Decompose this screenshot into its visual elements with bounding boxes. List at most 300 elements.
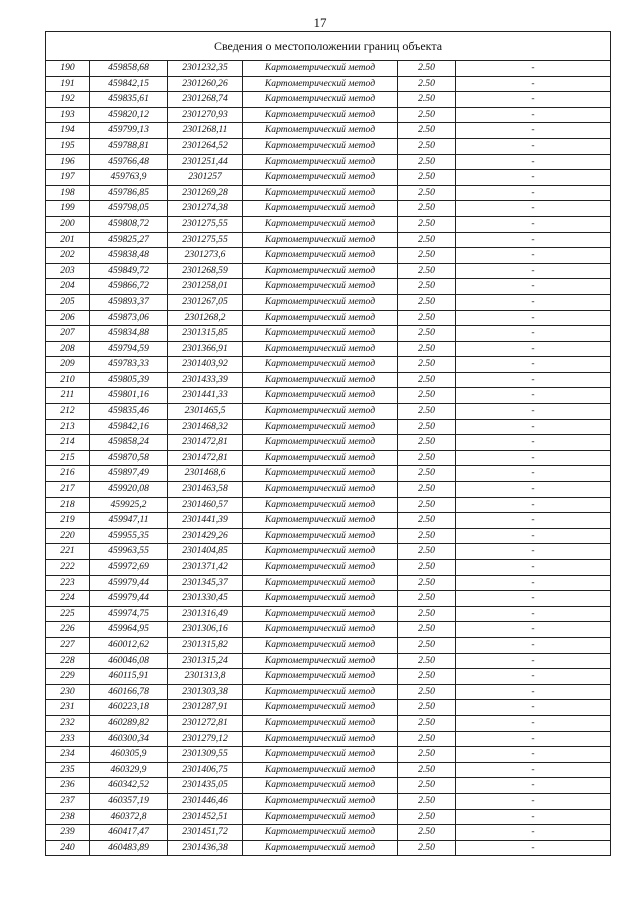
accuracy-cell: 2.50 [398,778,456,794]
point-number-cell: 228 [46,653,90,669]
accuracy-cell: 2.50 [398,622,456,638]
y-coordinate-cell: 2301257 [168,170,243,186]
accuracy-cell: 2.50 [398,435,456,451]
description-cell: - [456,201,611,217]
description-cell: - [456,216,611,232]
description-cell: - [456,513,611,529]
point-number-cell: 226 [46,622,90,638]
x-coordinate-cell: 459858,24 [90,435,168,451]
method-cell: Картометрический метод [243,528,398,544]
point-number-cell: 235 [46,762,90,778]
y-coordinate-cell: 2301452,51 [168,809,243,825]
y-coordinate-cell: 2301468,32 [168,419,243,435]
table-title: Сведения о местоположении границ объекта [46,32,611,61]
method-cell: Картометрический метод [243,435,398,451]
y-coordinate-cell: 2301345,37 [168,575,243,591]
method-cell: Картометрический метод [243,263,398,279]
x-coordinate-cell: 460417,47 [90,825,168,841]
y-coordinate-cell: 2301404,85 [168,544,243,560]
accuracy-cell: 2.50 [398,560,456,576]
description-cell: - [456,232,611,248]
y-coordinate-cell: 2301275,55 [168,232,243,248]
x-coordinate-cell: 459866,72 [90,279,168,295]
method-cell: Картометрический метод [243,466,398,482]
y-coordinate-cell: 2301306,16 [168,622,243,638]
accuracy-cell: 2.50 [398,840,456,856]
table-row [46,622,611,638]
description-cell: - [456,138,611,154]
x-coordinate-cell: 460342,52 [90,778,168,794]
point-number-cell: 217 [46,482,90,498]
description-cell: - [456,747,611,763]
accuracy-cell: 2.50 [398,528,456,544]
point-number-cell: 223 [46,575,90,591]
method-cell: Картометрический метод [243,248,398,264]
method-cell: Картометрический метод [243,606,398,622]
y-coordinate-cell: 2301315,24 [168,653,243,669]
accuracy-cell: 2.50 [398,232,456,248]
y-coordinate-cell: 2301313,8 [168,669,243,685]
table-row [46,248,611,264]
accuracy-cell: 2.50 [398,279,456,295]
x-coordinate-cell: 459858,68 [90,61,168,77]
description-cell: - [456,560,611,576]
y-coordinate-cell: 2301287,91 [168,700,243,716]
y-coordinate-cell: 2301429,26 [168,528,243,544]
point-number-cell: 204 [46,279,90,295]
table-row [46,528,611,544]
y-coordinate-cell: 2301315,85 [168,326,243,342]
y-coordinate-cell: 2301366,91 [168,341,243,357]
description-cell: - [456,840,611,856]
method-cell: Картометрический метод [243,700,398,716]
x-coordinate-cell: 459964,95 [90,622,168,638]
y-coordinate-cell: 2301472,81 [168,435,243,451]
accuracy-cell: 2.50 [398,170,456,186]
accuracy-cell: 2.50 [398,731,456,747]
point-number-cell: 213 [46,419,90,435]
point-number-cell: 197 [46,170,90,186]
table-row [46,560,611,576]
description-cell: - [456,263,611,279]
x-coordinate-cell: 460115,91 [90,669,168,685]
x-coordinate-cell: 459870,58 [90,450,168,466]
description-cell: - [456,825,611,841]
table-row [46,76,611,92]
x-coordinate-cell: 459842,16 [90,419,168,435]
method-cell: Картометрический метод [243,294,398,310]
method-cell: Картометрический метод [243,372,398,388]
table-row [46,123,611,139]
x-coordinate-cell: 459763,9 [90,170,168,186]
accuracy-cell: 2.50 [398,388,456,404]
method-cell: Картометрический метод [243,388,398,404]
accuracy-cell: 2.50 [398,669,456,685]
table-row [46,388,611,404]
accuracy-cell: 2.50 [398,482,456,498]
description-cell: - [456,185,611,201]
y-coordinate-cell: 2301446,46 [168,793,243,809]
accuracy-cell: 2.50 [398,404,456,420]
table-row [46,762,611,778]
table-row [46,201,611,217]
table-row [46,731,611,747]
description-cell: - [456,684,611,700]
method-cell: Картометрический метод [243,560,398,576]
point-number-cell: 240 [46,840,90,856]
x-coordinate-cell: 459979,44 [90,591,168,607]
description-cell: - [456,497,611,513]
method-cell: Картометрический метод [243,357,398,373]
accuracy-cell: 2.50 [398,747,456,763]
y-coordinate-cell: 2301330,45 [168,591,243,607]
table-row [46,419,611,435]
method-cell: Картометрический метод [243,123,398,139]
x-coordinate-cell: 460046,08 [90,653,168,669]
method-cell: Картометрический метод [243,622,398,638]
description-cell: - [456,606,611,622]
method-cell: Картометрический метод [243,341,398,357]
method-cell: Картометрический метод [243,684,398,700]
y-coordinate-cell: 2301275,55 [168,216,243,232]
accuracy-cell: 2.50 [398,372,456,388]
y-coordinate-cell: 2301441,39 [168,513,243,529]
table-row [46,747,611,763]
point-number-cell: 194 [46,123,90,139]
y-coordinate-cell: 2301269,28 [168,185,243,201]
y-coordinate-cell: 2301465,5 [168,404,243,420]
point-number-cell: 216 [46,466,90,482]
description-cell: - [456,326,611,342]
boundary-coordinates-table [45,31,611,856]
point-number-cell: 209 [46,357,90,373]
x-coordinate-cell: 459893,37 [90,294,168,310]
point-number-cell: 198 [46,185,90,201]
accuracy-cell: 2.50 [398,107,456,123]
accuracy-cell: 2.50 [398,76,456,92]
table-row [46,482,611,498]
y-coordinate-cell: 2301463,58 [168,482,243,498]
point-number-cell: 220 [46,528,90,544]
accuracy-cell: 2.50 [398,310,456,326]
accuracy-cell: 2.50 [398,591,456,607]
accuracy-cell: 2.50 [398,248,456,264]
method-cell: Картометрический метод [243,201,398,217]
method-cell: Картометрический метод [243,450,398,466]
table-body [46,61,611,856]
x-coordinate-cell: 459766,48 [90,154,168,170]
description-cell: - [456,528,611,544]
table-row [46,294,611,310]
x-coordinate-cell: 460357,19 [90,793,168,809]
y-coordinate-cell: 2301315,82 [168,637,243,653]
point-number-cell: 201 [46,232,90,248]
x-coordinate-cell: 459955,35 [90,528,168,544]
table-row [46,637,611,653]
x-coordinate-cell: 459972,69 [90,560,168,576]
table-row [46,653,611,669]
x-coordinate-cell: 459834,88 [90,326,168,342]
table-row [46,715,611,731]
y-coordinate-cell: 2301435,05 [168,778,243,794]
x-coordinate-cell: 459835,46 [90,404,168,420]
method-cell: Картометрический метод [243,138,398,154]
accuracy-cell: 2.50 [398,185,456,201]
accuracy-cell: 2.50 [398,825,456,841]
method-cell: Картометрический метод [243,731,398,747]
point-number-cell: 212 [46,404,90,420]
y-coordinate-cell: 2301309,55 [168,747,243,763]
point-number-cell: 199 [46,201,90,217]
point-number-cell: 195 [46,138,90,154]
y-coordinate-cell: 2301451,72 [168,825,243,841]
accuracy-cell: 2.50 [398,154,456,170]
description-cell: - [456,466,611,482]
table-row [46,700,611,716]
y-coordinate-cell: 2301232,35 [168,61,243,77]
point-number-cell: 219 [46,513,90,529]
x-coordinate-cell: 459979,44 [90,575,168,591]
x-coordinate-cell: 459925,2 [90,497,168,513]
point-number-cell: 222 [46,560,90,576]
point-number-cell: 232 [46,715,90,731]
table-row [46,341,611,357]
x-coordinate-cell: 459849,72 [90,263,168,279]
description-cell: - [456,310,611,326]
y-coordinate-cell: 2301268,74 [168,92,243,108]
method-cell: Картометрический метод [243,154,398,170]
point-number-cell: 237 [46,793,90,809]
method-cell: Картометрический метод [243,404,398,420]
description-cell: - [456,591,611,607]
method-cell: Картометрический метод [243,310,398,326]
y-coordinate-cell: 2301268,11 [168,123,243,139]
table-row [46,372,611,388]
description-cell: - [456,154,611,170]
description-cell: - [456,76,611,92]
x-coordinate-cell: 459808,72 [90,216,168,232]
y-coordinate-cell: 2301316,49 [168,606,243,622]
description-cell: - [456,61,611,77]
description-cell: - [456,248,611,264]
x-coordinate-cell: 460223,18 [90,700,168,716]
accuracy-cell: 2.50 [398,123,456,139]
y-coordinate-cell: 2301264,52 [168,138,243,154]
description-cell: - [456,637,611,653]
accuracy-cell: 2.50 [398,497,456,513]
x-coordinate-cell: 460372,8 [90,809,168,825]
method-cell: Картометрический метод [243,513,398,529]
description-cell: - [456,700,611,716]
description-cell: - [456,170,611,186]
x-coordinate-cell: 459838,48 [90,248,168,264]
y-coordinate-cell: 2301274,38 [168,201,243,217]
table-row [46,544,611,560]
method-cell: Картометрический метод [243,637,398,653]
description-cell: - [456,778,611,794]
description-cell: - [456,653,611,669]
point-number-cell: 221 [46,544,90,560]
description-cell: - [456,279,611,295]
accuracy-cell: 2.50 [398,357,456,373]
method-cell: Картометрический метод [243,170,398,186]
x-coordinate-cell: 459835,61 [90,92,168,108]
x-coordinate-cell: 460289,82 [90,715,168,731]
point-number-cell: 238 [46,809,90,825]
y-coordinate-cell: 2301268,59 [168,263,243,279]
description-cell: - [456,357,611,373]
x-coordinate-cell: 460305,9 [90,747,168,763]
description-cell: - [456,419,611,435]
y-coordinate-cell: 2301460,57 [168,497,243,513]
y-coordinate-cell: 2301273,6 [168,248,243,264]
method-cell: Картометрический метод [243,653,398,669]
table-row [46,404,611,420]
method-cell: Картометрический метод [243,840,398,856]
x-coordinate-cell: 459820,12 [90,107,168,123]
y-coordinate-cell: 2301270,93 [168,107,243,123]
y-coordinate-cell: 2301406,75 [168,762,243,778]
accuracy-cell: 2.50 [398,809,456,825]
point-number-cell: 229 [46,669,90,685]
description-cell: - [456,450,611,466]
method-cell: Картометрический метод [243,232,398,248]
point-number-cell: 206 [46,310,90,326]
method-cell: Картометрический метод [243,793,398,809]
x-coordinate-cell: 459783,33 [90,357,168,373]
description-cell: - [456,435,611,451]
method-cell: Картометрический метод [243,107,398,123]
point-number-cell: 193 [46,107,90,123]
table-row [46,61,611,77]
table-row [46,92,611,108]
table-row [46,435,611,451]
point-number-cell: 224 [46,591,90,607]
accuracy-cell: 2.50 [398,201,456,217]
method-cell: Картометрический метод [243,185,398,201]
y-coordinate-cell: 2301272,81 [168,715,243,731]
point-number-cell: 230 [46,684,90,700]
x-coordinate-cell: 459963,55 [90,544,168,560]
table-row [46,310,611,326]
table-row [46,170,611,186]
table-row [46,669,611,685]
method-cell: Картометрический метод [243,92,398,108]
accuracy-cell: 2.50 [398,466,456,482]
y-coordinate-cell: 2301260,26 [168,76,243,92]
table-row [46,154,611,170]
x-coordinate-cell: 460483,89 [90,840,168,856]
y-coordinate-cell: 2301433,39 [168,372,243,388]
method-cell: Картометрический метод [243,326,398,342]
point-number-cell: 191 [46,76,90,92]
description-cell: - [456,793,611,809]
description-cell: - [456,107,611,123]
table-row [46,575,611,591]
y-coordinate-cell: 2301251,44 [168,154,243,170]
point-number-cell: 196 [46,154,90,170]
table-row [46,326,611,342]
description-cell: - [456,372,611,388]
method-cell: Картометрический метод [243,809,398,825]
description-cell: - [456,762,611,778]
x-coordinate-cell: 459974,75 [90,606,168,622]
x-coordinate-cell: 459786,85 [90,185,168,201]
table-row [46,263,611,279]
method-cell: Картометрический метод [243,497,398,513]
accuracy-cell: 2.50 [398,653,456,669]
x-coordinate-cell: 459788,81 [90,138,168,154]
x-coordinate-cell: 460012,62 [90,637,168,653]
x-coordinate-cell: 459873,06 [90,310,168,326]
table-row [46,684,611,700]
y-coordinate-cell: 2301279,12 [168,731,243,747]
method-cell: Картометрический метод [243,61,398,77]
table-row [46,793,611,809]
description-cell: - [456,731,611,747]
y-coordinate-cell: 2301472,81 [168,450,243,466]
x-coordinate-cell: 459842,15 [90,76,168,92]
y-coordinate-cell: 2301468,6 [168,466,243,482]
table-row [46,840,611,856]
point-number-cell: 234 [46,747,90,763]
table-row [46,357,611,373]
x-coordinate-cell: 459947,11 [90,513,168,529]
description-cell: - [456,388,611,404]
description-cell: - [456,482,611,498]
accuracy-cell: 2.50 [398,684,456,700]
table-row [46,809,611,825]
accuracy-cell: 2.50 [398,216,456,232]
accuracy-cell: 2.50 [398,326,456,342]
method-cell: Картометрический метод [243,279,398,295]
description-cell: - [456,294,611,310]
table-row [46,107,611,123]
accuracy-cell: 2.50 [398,294,456,310]
accuracy-cell: 2.50 [398,92,456,108]
table-row [46,466,611,482]
point-number-cell: 202 [46,248,90,264]
accuracy-cell: 2.50 [398,263,456,279]
accuracy-cell: 2.50 [398,715,456,731]
description-cell: - [456,669,611,685]
table-row [46,138,611,154]
method-cell: Картометрический метод [243,669,398,685]
y-coordinate-cell: 2301371,42 [168,560,243,576]
x-coordinate-cell: 460166,78 [90,684,168,700]
method-cell: Картометрический метод [243,778,398,794]
point-number-cell: 215 [46,450,90,466]
point-number-cell: 236 [46,778,90,794]
description-cell: - [456,622,611,638]
method-cell: Картометрический метод [243,762,398,778]
x-coordinate-cell: 459799,13 [90,123,168,139]
table-row [46,606,611,622]
accuracy-cell: 2.50 [398,700,456,716]
accuracy-cell: 2.50 [398,637,456,653]
accuracy-cell: 2.50 [398,575,456,591]
description-cell: - [456,404,611,420]
point-number-cell: 231 [46,700,90,716]
description-cell: - [456,123,611,139]
accuracy-cell: 2.50 [398,762,456,778]
description-cell: - [456,715,611,731]
page-number: 17 [313,15,327,30]
y-coordinate-cell: 2301436,38 [168,840,243,856]
accuracy-cell: 2.50 [398,513,456,529]
y-coordinate-cell: 2301267,05 [168,294,243,310]
table-row [46,778,611,794]
